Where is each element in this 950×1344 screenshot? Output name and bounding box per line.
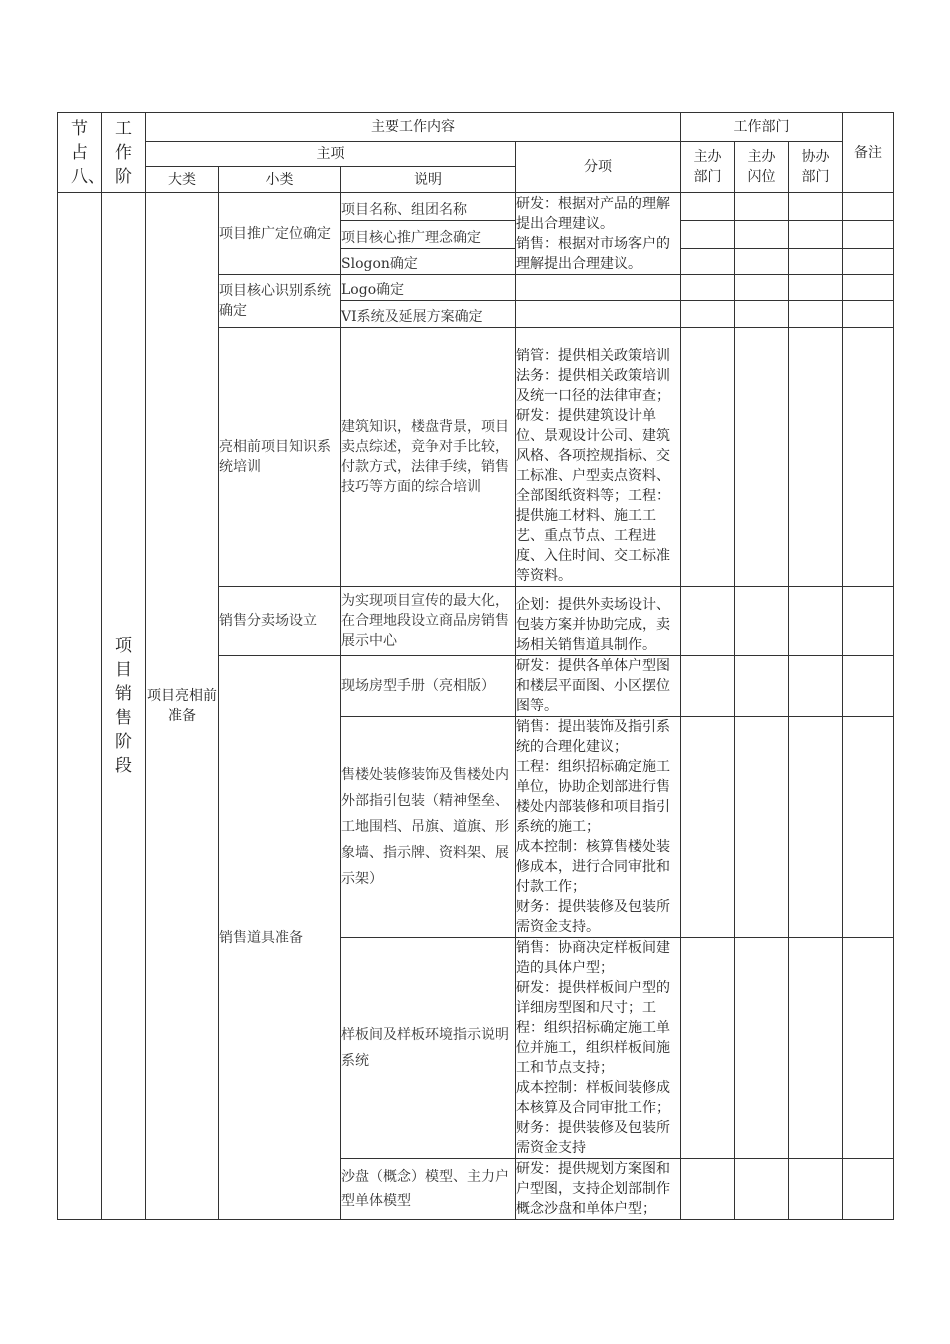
lead-post-cell	[735, 221, 789, 249]
header-lead-post: 主办闪位	[735, 142, 789, 193]
item-project-name: 项目名称、组团名称	[341, 193, 516, 221]
lead-dept-cell	[681, 587, 735, 656]
desc-floorplan-booklet: 现场房型手册（亮相版）	[341, 656, 516, 717]
stage-cell: 项目销售阶段	[102, 193, 146, 1220]
remark-cell	[843, 249, 894, 275]
remark-cell	[843, 1159, 894, 1220]
lead-post-cell	[735, 587, 789, 656]
item-logo: Logo确定	[341, 275, 516, 301]
header-remark: 备注	[843, 113, 894, 193]
lead-dept-cell	[681, 938, 735, 1159]
item-slogon: Slogon确定	[341, 249, 516, 275]
lead-post-cell	[735, 717, 789, 938]
lead-post-cell	[735, 328, 789, 587]
lead-dept-cell	[681, 249, 735, 275]
assist-dept-cell	[789, 193, 843, 221]
lead-dept-cell	[681, 328, 735, 587]
assist-dept-cell	[789, 275, 843, 301]
desc-sand-table: 沙盘（概念）模型、主力户型单体模型	[341, 1159, 516, 1220]
lead-dept-cell	[681, 193, 735, 221]
small-cat-identity: 项目核心识别系统确定	[219, 275, 341, 328]
lead-post-cell	[735, 275, 789, 301]
remark-cell	[843, 301, 894, 328]
sub-promotion: 研发：根据对产品的理解提出合理建议。 销售：根据对市场客户的理解提出合理建议。	[516, 193, 681, 275]
item-vi: VI系统及延展方案确定	[341, 301, 516, 328]
header-lead-dept: 主办部门	[681, 142, 735, 193]
remark-cell	[843, 587, 894, 656]
lead-post-cell	[735, 656, 789, 717]
header-small-cat: 小类	[219, 167, 341, 193]
assist-dept-cell	[789, 221, 843, 249]
header-main-item: 主项	[146, 142, 516, 167]
lead-post-cell	[735, 301, 789, 328]
remark-cell	[843, 193, 894, 221]
sub-cell-empty	[516, 275, 681, 301]
header-assist-dept: 协办部门	[789, 142, 843, 193]
sub-showroom: 企划：提供外卖场设计、包装方案并协助完成，卖场相关销售道具制作。	[516, 587, 681, 656]
assist-dept-cell	[789, 328, 843, 587]
node-cell	[58, 193, 102, 1220]
desc-show-unit: 样板间及样板环境指示说明系统	[341, 938, 516, 1159]
small-cat-showroom: 销售分卖场设立	[219, 587, 341, 656]
header-sub-item: 分项	[516, 142, 681, 193]
category-cell: 项目亮相前准备	[146, 193, 219, 1220]
header-work-dept: 工作部门	[681, 113, 843, 142]
sub-sales-office: 销售：提出装饰及指引系统的合理化建议； 工程：组织招标确定施工单位，协助企划部进行售楼处内部装修和项目指引系统的施工； 成本控制：核算售楼处装修成本，进行合同审批和付款工作； 财务：提供装修及包装所需资金支持。	[516, 717, 681, 938]
lead-dept-cell	[681, 275, 735, 301]
remark-cell	[843, 938, 894, 1159]
assist-dept-cell	[789, 587, 843, 656]
sub-show-unit: 销售：协商决定样板间建造的具体户型； 研发：提供样板间户型的详细房型图和尺寸；工程：组织招标确定施工单位并施工，组织样板间施工和节点支持； 成本控制：样板间装修成本核算及合同审批工作；财务：提供装修及包装所需资金支持	[516, 938, 681, 1159]
lead-dept-cell	[681, 656, 735, 717]
lead-dept-cell	[681, 221, 735, 249]
remark-cell	[843, 328, 894, 587]
header-big-cat: 大类	[146, 167, 219, 193]
assist-dept-cell	[789, 1159, 843, 1220]
header-node: 节占八、	[58, 113, 102, 193]
desc-showroom: 为实现项目宣传的最大化，在合理地段设立商品房销售展示中心	[341, 587, 516, 656]
lead-dept-cell	[681, 1159, 735, 1220]
small-cat-promotion: 项目推广定位确定	[219, 193, 341, 275]
remark-cell	[843, 221, 894, 249]
remark-cell	[843, 275, 894, 301]
sub-sand-table: 研发：提供规划方案图和户型图，支持企划部制作概念沙盘和单体户型；	[516, 1159, 681, 1220]
lead-post-cell	[735, 1159, 789, 1220]
remark-cell	[843, 656, 894, 717]
sub-cell-empty	[516, 301, 681, 328]
assist-dept-cell	[789, 301, 843, 328]
assist-dept-cell	[789, 717, 843, 938]
assist-dept-cell	[789, 656, 843, 717]
item-core-concept: 项目核心推广理念确定	[341, 221, 516, 249]
small-cat-props: 销售道具准备	[219, 656, 341, 1220]
desc-training: 建筑知识，楼盘背景，项目卖点综述，竞争对手比较，付款方式，法律手续，销售技巧等方面的综合培训	[341, 328, 516, 587]
small-cat-training: 亮相前项目知识系统培训	[219, 328, 341, 587]
assist-dept-cell	[789, 938, 843, 1159]
lead-dept-cell	[681, 717, 735, 938]
sub-floorplan-booklet: 研发：提供各单体户型图和楼层平面图、小区摆位图等。	[516, 656, 681, 717]
lead-post-cell	[735, 249, 789, 275]
assist-dept-cell	[789, 249, 843, 275]
remark-cell	[843, 717, 894, 938]
lead-post-cell	[735, 193, 789, 221]
lead-post-cell	[735, 938, 789, 1159]
header-work-stage: 工作阶	[102, 113, 146, 193]
work-plan-table	[57, 112, 894, 1220]
header-explain: 说明	[341, 167, 516, 193]
sub-training: 销管：提供相关政策培训法务：提供相关政策培训及统一口径的法律审查；研发：提供建筑设计单位、景观设计公司、建筑风格、各项控规指标、交工标准、户型卖点资料、全部图纸资料等；工程：提供施工材料、施工工艺、重点节点、工程进度、入住时间、交工标准等资料。	[516, 328, 681, 587]
desc-sales-office: 售楼处装修装饰及售楼处内外部指引包装（精神堡垒、工地围档、吊旗、道旗、形象墙、指示牌、资料架、展示架）	[341, 717, 516, 938]
lead-dept-cell	[681, 301, 735, 328]
header-main-content: 主要工作内容	[146, 113, 681, 142]
